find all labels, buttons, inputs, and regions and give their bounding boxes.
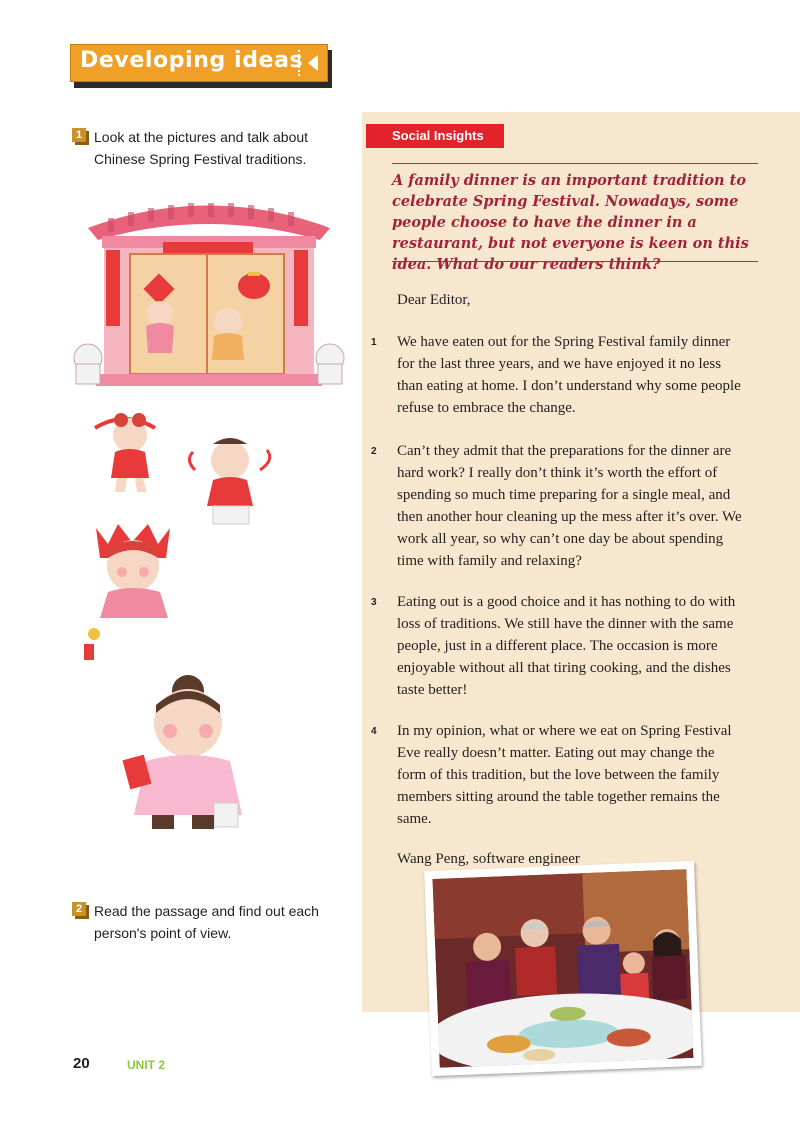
letter-paragraph: Eating out is a good choice and it has nothing to do with loss of traditions. We still have the dinner with the same people, just in a different place. The occasion is more enjoyable without all that tiring cooking, and the dishes taste better! [397, 594, 736, 698]
left-arrow-icon [308, 55, 318, 71]
intro-bottom-rule [392, 261, 758, 262]
section-header [70, 44, 332, 84]
social-insights-tag: Social Insights [366, 124, 504, 148]
paragraph-number: 4 [371, 726, 377, 737]
dancing-children-illustration [85, 400, 285, 530]
paragraph-number: 3 [371, 597, 377, 608]
red-envelope-child-illustration [118, 665, 258, 840]
letter-salutation: Dear Editor, [397, 292, 471, 308]
activity-number-badge: 1 [72, 128, 86, 142]
header-dotted-divider [298, 50, 300, 76]
intro-text: A family dinner is an important tradition to celebrate Spring Festival. Nowadays, some people choose to have the dinner in a restaurant, but not everyone is keen on this idea. What do our readers think? [392, 172, 749, 273]
letter-paragraph: We have eaten out for the Spring Festival family dinner for the last three years, and we have enjoyed it no less than eating at home. I don’t understand why some people refuse to embrace the change. [397, 334, 741, 416]
page-number: 20 [73, 1055, 90, 1072]
paragraph-number: 2 [371, 446, 377, 457]
letter-paragraph: In my opinion, what or where we eat on Spring Festival Eve really doesn’t matter. Eating out may change the form of this tradition, but the love between the family members sitting around the table together remains the same. [397, 723, 732, 827]
firecracker-child-illustration [78, 518, 198, 668]
activity-instruction: Look at the pictures and talk about Chinese Spring Festival traditions. [94, 129, 309, 167]
section-title: Developing ideas [80, 48, 304, 73]
activity-instruction: Read the passage and find out each person's point of view. [94, 903, 319, 941]
intro-top-rule [392, 163, 758, 164]
family-dinner-image [432, 869, 693, 1068]
letter-paragraph: Can’t they admit that the preparations for the dinner are hard work? I really don’t think it’s worth the effort of spending so much time preparing for a single meal, and then another hour cleaning up the mess after it’s over. We work all year, so why can’t one day be about spending time with family and relaxing? [397, 443, 742, 569]
doorway-illustration [68, 188, 350, 403]
activity-1 [72, 126, 342, 170]
activity-number-badge: 2 [72, 902, 86, 916]
activity-2 [72, 900, 342, 944]
unit-label: UNIT 2 [127, 1058, 166, 1072]
letter-signature: Wang Peng, software engineer [397, 851, 580, 867]
family-dinner-photo [424, 861, 702, 1076]
paragraph-number: 1 [371, 337, 377, 348]
